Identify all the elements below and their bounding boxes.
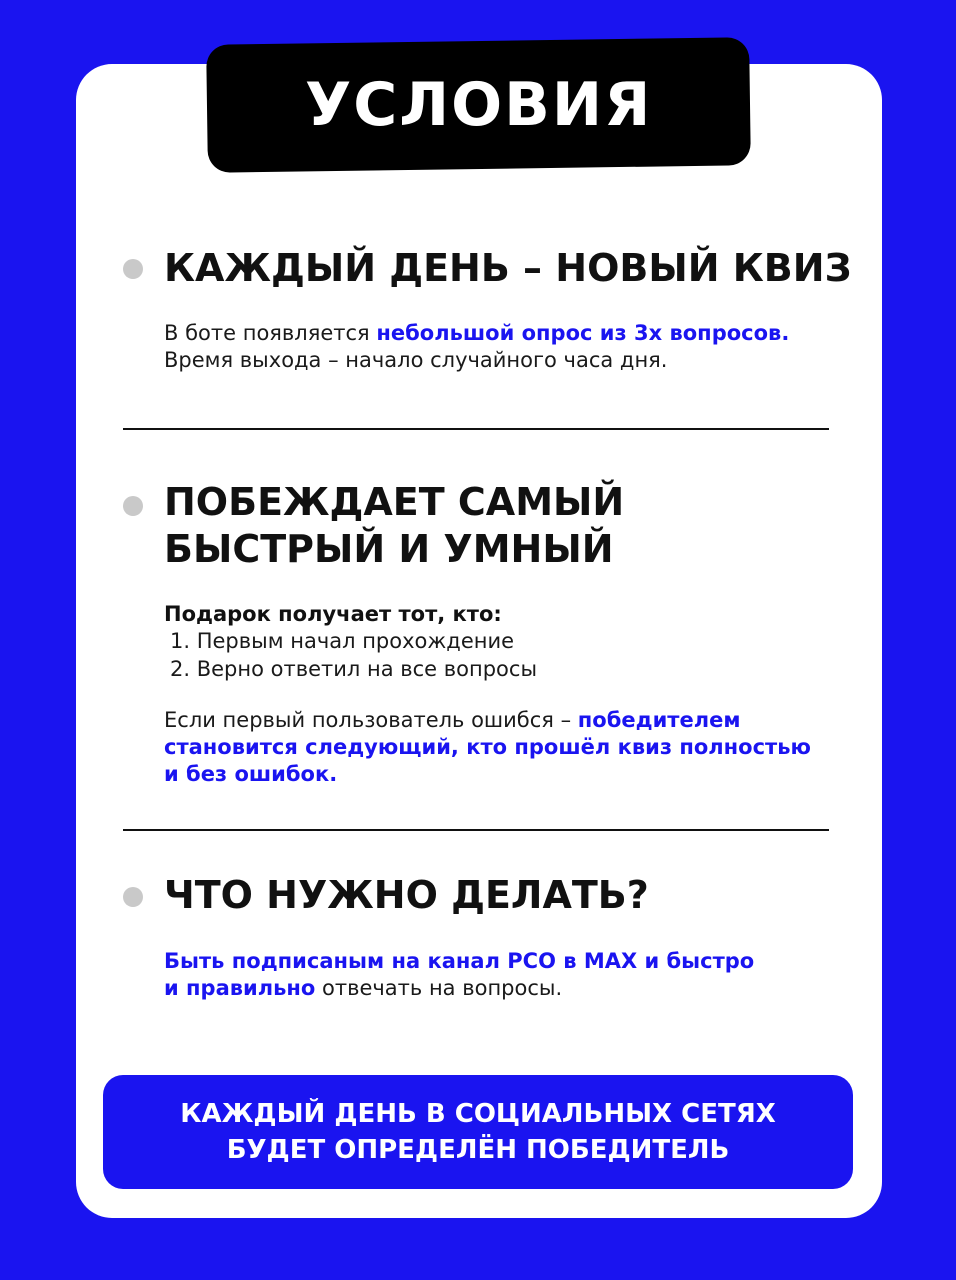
banner-line-2: БУДЕТ ОПРЕДЕЛЁН ПОБЕДИТЕЛЬ — [226, 1135, 730, 1165]
section-2-note — [164, 707, 811, 788]
section-1-accent: небольшой опрос из 3х вопросов. — [376, 321, 790, 345]
section-3-heading: ЧТО НУЖНО ДЕЛАТЬ? — [164, 873, 649, 917]
bullet-icon — [123, 259, 143, 279]
list-item: 1. Первым начал прохождение — [170, 629, 515, 653]
section-2-note-line-1: Если первый пользователь ошибся – победителем — [164, 708, 741, 732]
winner-banner — [103, 1075, 853, 1189]
bullet-icon — [123, 887, 143, 907]
section-3-text — [164, 948, 754, 1002]
title-box — [206, 37, 751, 173]
section-1-line-1: В боте появляется небольшой опрос из 3х вопросов. — [164, 321, 790, 345]
section-1-heading: КАЖДЫЙ ДЕНЬ – НОВЫЙ КВИЗ — [164, 246, 852, 290]
section-3-line-1: Быть подписаным на канал РСО в MAX и быстро — [164, 949, 755, 973]
page-title: УСЛОВИЯ — [304, 70, 653, 140]
section-2-note-line-3: и без ошибок. — [164, 762, 338, 786]
bullet-icon — [123, 496, 143, 516]
section-1-line-2: Время выхода – начало случайного часа дня. — [164, 348, 668, 372]
divider-2 — [123, 829, 829, 831]
section-2-note-line-2: становится следующий, кто прошёл квиз полностью — [164, 735, 811, 759]
section-1-text — [164, 320, 789, 374]
divider-1 — [123, 428, 829, 430]
list-item: 2. Верно ответил на все вопросы — [170, 657, 538, 681]
section-2-list — [170, 627, 537, 683]
section-2-heading: ПОБЕЖДАЕТ САМЫЙ БЫСТРЫЙ И УМНЫЙ — [164, 480, 625, 571]
section-3-line-2: и правильно отвечать на вопросы. — [164, 976, 563, 1000]
banner-line-1: КАЖДЫЙ ДЕНЬ В СОЦИАЛЬНЫХ СЕТЯХ — [180, 1099, 776, 1129]
section-2-lead: Подарок получает тот, кто: — [164, 602, 502, 626]
